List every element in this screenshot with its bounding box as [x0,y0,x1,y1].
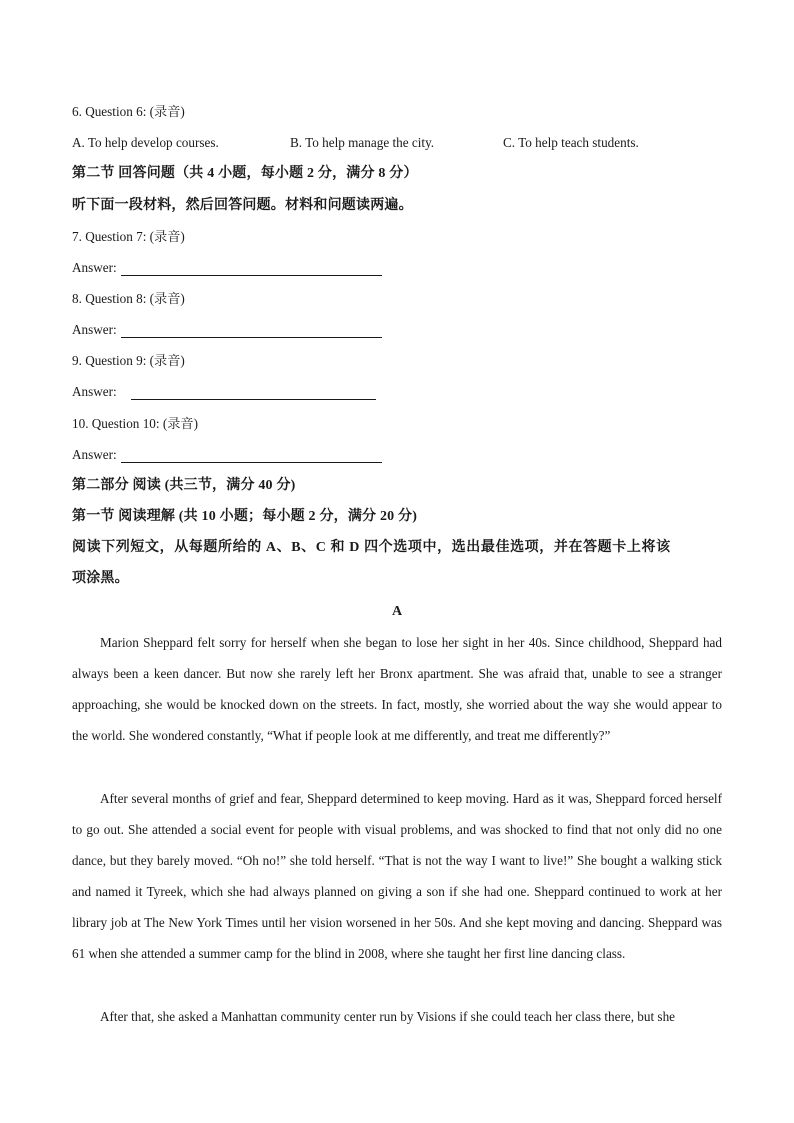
answer-label-8: Answer: [72,322,117,337]
question-9: 9. Question 9: (录音) [72,353,185,368]
part2-heading: 第二部分 阅读 (共三节，满分 40 分) [72,478,296,493]
answer-field-7[interactable] [121,274,382,276]
answer-field-8[interactable] [121,336,382,338]
passage-paragraph-1: Marion Sheppard felt sorry for herself when she began to lose her sight in her 40s. Since childhood, Sheppard had always been a keen dancer. But now she rarely left her Bronx apartment. She was afraid that, unable to see a stranger approaching, she would be knocked down on the streets. In fact, mostly, she worried about the way she would appear to the world. She wondered constantly, “What if people look at me differently, and treat me differently?” [72,635,722,743]
section2-instruction: 听下面一段材料，然后回答问题。材料和问题读两遍。 [72,198,413,213]
passage-paragraph-3: After that, she asked a Manhattan community center run by Visions if she could teach her class there, but she [100,1009,676,1024]
question-8: 8. Question 8: (录音) [72,291,185,306]
answer-field-9[interactable] [131,398,376,400]
q6-option-c: C. To help teach students. [503,135,639,150]
q6-option-b: B. To help manage the city. [290,135,435,150]
section2-heading: 第二节 回答问题（共 4 小题，每小题 2 分，满分 8 分） [72,166,418,181]
answer-field-10[interactable] [121,461,382,463]
q6-option-a: A. To help develop courses. [72,135,219,150]
question-6: 6. Question 6: (录音) [72,104,185,119]
question-7: 7. Question 7: (录音) [72,229,185,244]
answer-label-9: Answer: [72,384,117,399]
question-10: 10. Question 10: (录音) [72,416,199,431]
passage-paragraph-2: After several months of grief and fear, Sheppard determined to keep moving. Hard as it was, Sheppard forced herself to go out. She attended a social event for people with visual problems, and was shocked to find that not only did no one dance, but they barely moved. “Oh no!” she told herself. “That is not the way I want to live!” She bought a walking stick and named it Tyreek, which she had always planned on giving a son if she had one. Sheppard continued to work at her library job at The New York Times until her vision worsened in her 50s. And she kept moving and dancing. Sheppard was 61 when she attended a summer camp for the blind in 2008, where she taught her first line dancing class. [72,791,722,961]
answer-label-10: Answer: [72,447,117,462]
passage-title: A [391,604,403,619]
part2-instruction-1: 阅读下列短文，从每题所给的 A、B、C 和 D 四个选项中，选出最佳选项，并在答题卡上将该 [72,540,671,555]
part2-instruction-2: 项涂黑。 [72,571,129,586]
answer-label-7: Answer: [72,260,117,275]
part2-sub-heading: 第一节 阅读理解 (共 10 小题；每小题 2 分，满分 20 分) [72,509,418,524]
